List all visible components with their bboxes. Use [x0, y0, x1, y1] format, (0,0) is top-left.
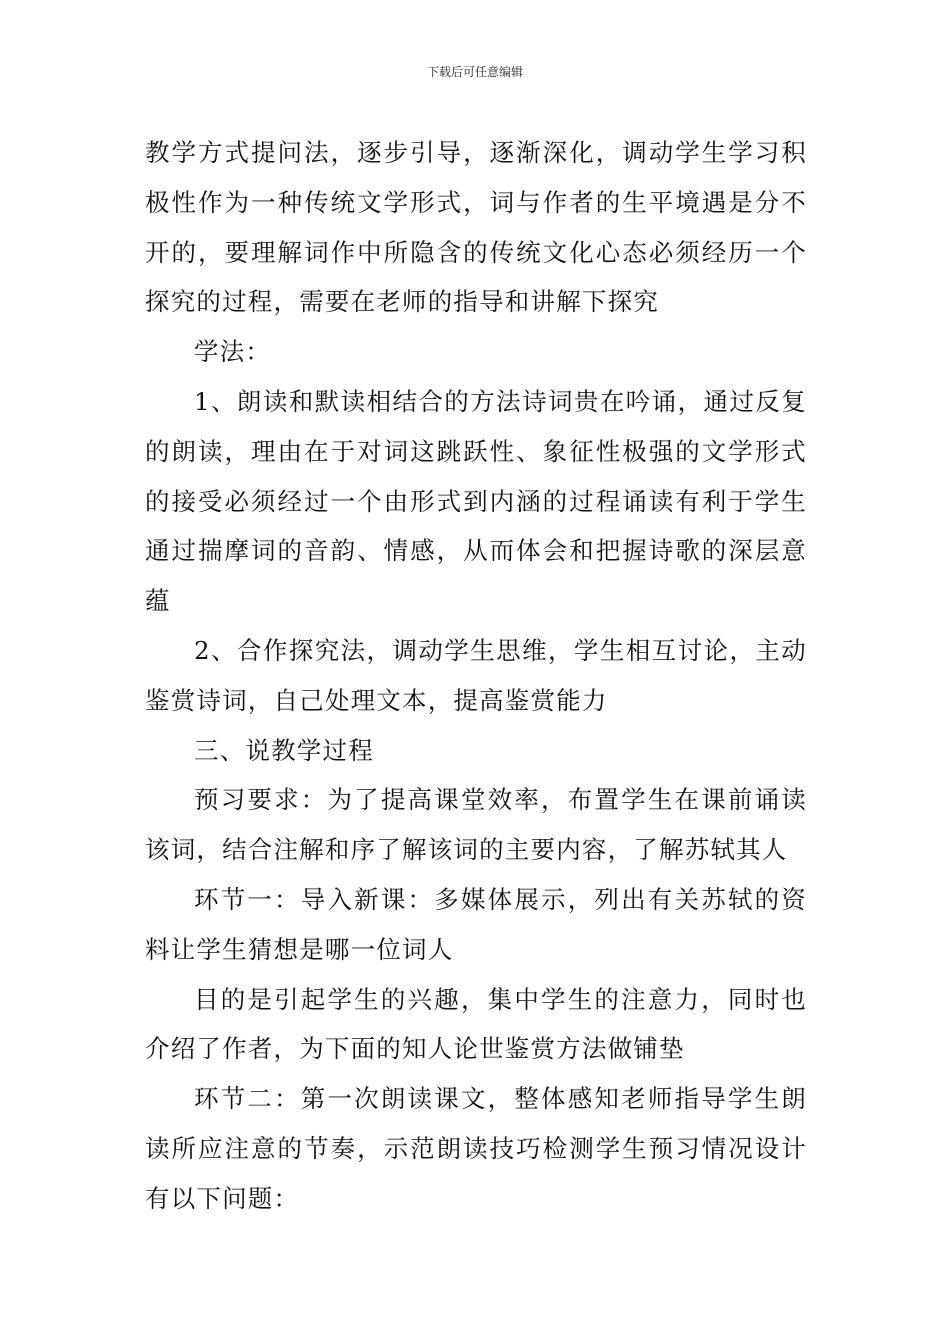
paragraph-step-one: 环节一：导入新课：多媒体展示，列出有关苏轼的资料让学生猜想是哪一位词人 — [145, 884, 807, 964]
paragraph-study-method-heading: 学法： — [194, 337, 272, 367]
paragraph-study-method-1: 1、朗读和默读相结合的方法诗词贵在吟诵，通过反复的朗读，理由在于对词这跳跃性、象征性极强的文学形式的接受必须经过一个由形式到内涵的过程诵读有利于学生通过揣摩词的音韵、情感，从而体会和把握诗歌的深层意蕴 — [145, 386, 807, 616]
paragraph-step-one-purpose: 目的是引起学生的兴趣，集中学生的注意力，同时也介绍了作者，为下面的知人论世鉴赏方法做铺垫 — [145, 984, 807, 1064]
paragraph-teaching-method: 教学方式提问法，逐步引导，逐渐深化，调动学生学习积极性作为一种传统文学形式，词与作者的生平境遇是分不开的，要理解词作中所隐含的传统文化心态必须经历一个探究的过程，需要在老师的指导和讲解下探究 — [145, 138, 807, 317]
paragraph-step-two: 环节二：第一次朗读课文，整体感知老师指导学生朗读所应注意的节奏，示范朗读技巧检测学生预习情况设计有以下问题： — [145, 1084, 807, 1213]
document-body — [145, 128, 807, 1224]
paragraph-preview-requirements: 预习要求：为了提高课堂效率，布置学生在课前诵读该词，结合注解和序了解该词的主要内容，了解苏轼其人 — [145, 785, 807, 865]
page-header: 下载后可任意编辑 — [426, 65, 523, 79]
paragraph-study-method-2: 2、合作探究法，调动学生思维，学生相互讨论，主动鉴赏诗词，自己处理文本，提高鉴赏能力 — [145, 635, 807, 715]
section-heading-teaching-process: 三、说教学过程 — [194, 735, 374, 765]
